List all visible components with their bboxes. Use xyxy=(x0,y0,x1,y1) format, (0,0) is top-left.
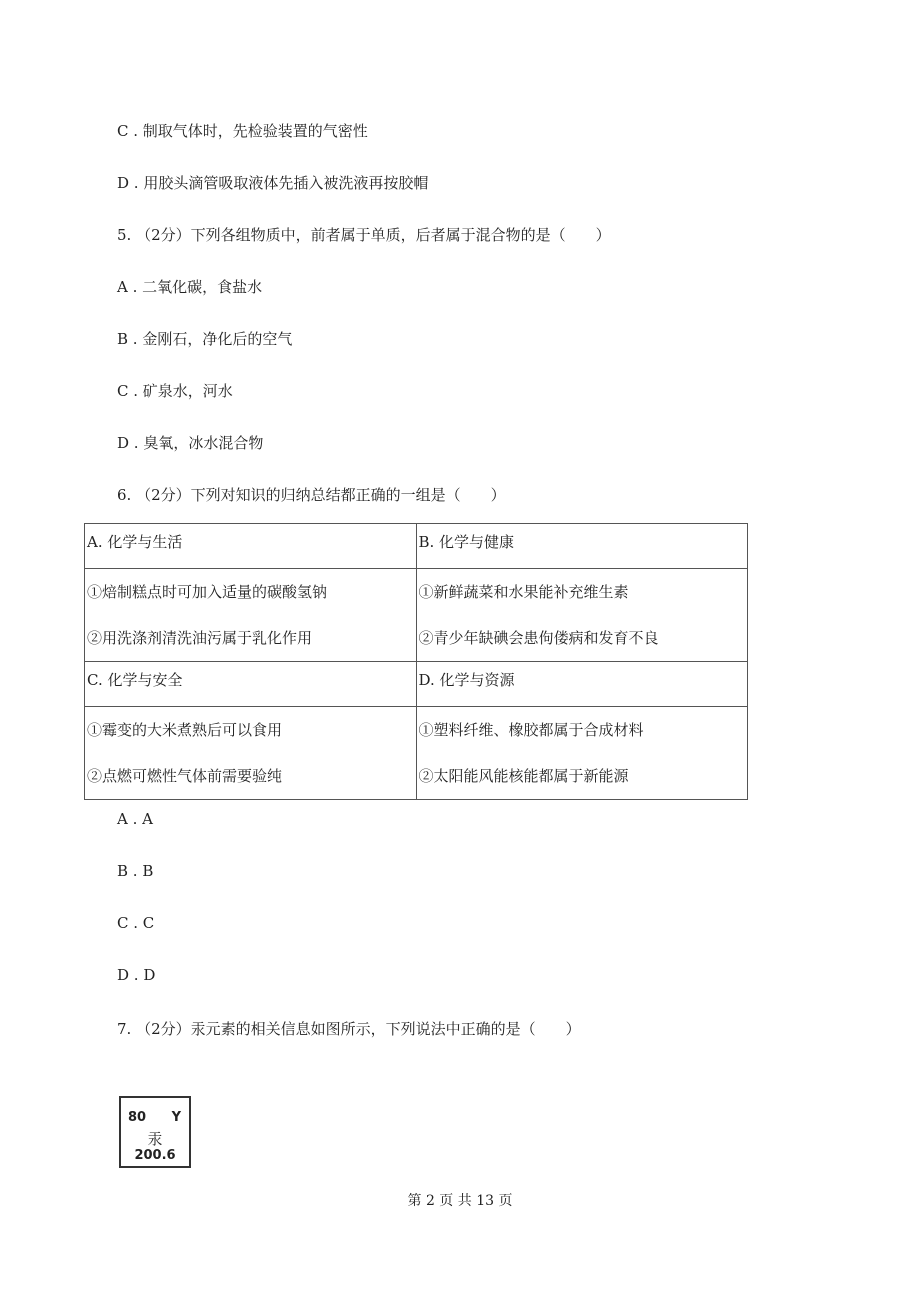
table-cell-a-body xyxy=(85,569,417,662)
table-b-item-2: ②青少年缺碘会患佝偻病和发育不良 xyxy=(418,629,659,647)
q6-option-d: D . D xyxy=(117,966,156,984)
q7-stem: 7. （2分）汞元素的相关信息如图所示，下列说法中正确的是（ ） xyxy=(117,1020,581,1038)
table-cell-b-head: B. 化学与健康 xyxy=(416,524,748,569)
table-b-item-1: ①新鲜蔬菜和水果能补充维生素 xyxy=(418,583,629,601)
element-symbol: Y xyxy=(171,1110,181,1125)
q6-option-a: A . A xyxy=(117,810,153,828)
q6-knowledge-table xyxy=(84,523,748,800)
table-d-item-1: ①塑料纤维、橡胶都属于合成材料 xyxy=(418,721,644,739)
element-atomic-mass: 200.6 xyxy=(134,1148,176,1163)
table-cell-c-head: C. 化学与安全 xyxy=(85,662,417,707)
q6-stem: 6. （2分）下列对知识的归纳总结都正确的一组是（ ） xyxy=(117,486,506,504)
q5-option-b: B . 金刚石，净化后的空气 xyxy=(117,330,293,348)
table-a-item-2: ②用洗涤剂清洗油污属于乳化作用 xyxy=(87,629,313,647)
q5-stem: 5. （2分）下列各组物质中，前者属于单质，后者属于混合物的是（ ） xyxy=(117,226,611,244)
q4-option-c: C . 制取气体时，先检验装置的气密性 xyxy=(117,122,368,140)
element-name: 汞 xyxy=(147,1130,163,1148)
table-d-item-2: ②太阳能风能核能都属于新能源 xyxy=(418,767,629,785)
q5-option-c: C . 矿泉水，河水 xyxy=(117,382,233,400)
table-cell-b-body xyxy=(416,569,748,662)
q6-option-c: C . C xyxy=(117,914,155,932)
element-atomic-number: 80 xyxy=(128,1110,147,1125)
table-cell-c-body xyxy=(85,707,417,800)
table-c-item-2: ②点燃可燃性气体前需要验纯 xyxy=(87,767,283,785)
table-c-item-1: ①霉变的大米煮熟后可以食用 xyxy=(87,721,283,739)
q5-option-a: A . 二氧化碳，食盐水 xyxy=(117,278,263,296)
table-cell-d-body xyxy=(416,707,748,800)
page-footer: 第 2 页 共 13 页 xyxy=(407,1193,513,1209)
table-cell-d-head: D. 化学与资源 xyxy=(416,662,748,707)
q6-option-b: B . B xyxy=(117,862,154,880)
table-a-item-1: ①焙制糕点时可加入适量的碳酸氢钠 xyxy=(87,583,328,601)
q5-option-d: D . 臭氧，冰水混合物 xyxy=(117,434,264,452)
table-cell-a-head: A. 化学与生活 xyxy=(85,524,417,569)
mercury-element-card xyxy=(119,1096,191,1168)
q4-option-d: D . 用胶头滴管吸取液体先插入被洗液再按胶帽 xyxy=(117,174,429,192)
